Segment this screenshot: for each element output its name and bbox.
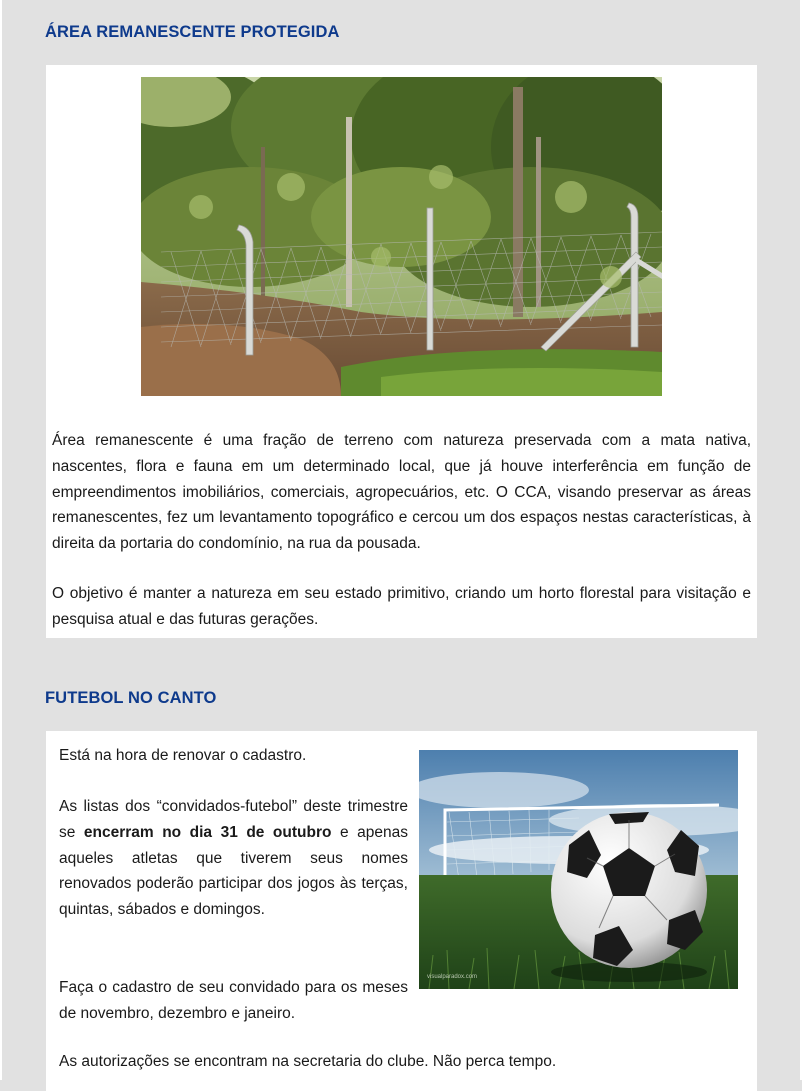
futebol-registration-paragraph: Faça o cadastro de seu convidado para os meses de novembro, dezembro e janeiro. — [59, 979, 408, 1022]
futebol-lists-paragraph — [59, 794, 408, 923]
image-watermark: visualparadox.com — [427, 974, 478, 980]
section-title-area-remanescente: ÁREA REMANESCENTE PROTEGIDA — [45, 23, 340, 41]
page-edge-left — [0, 0, 2, 1080]
area-remanescente-objective: O objetivo é manter a natureza em seu estado primitivo, criando um horto florestal para visitação e pesquisa atual e das futuras gerações. — [52, 585, 751, 628]
futebol-deadline-highlight: encerram no dia 31 de outubro — [83, 823, 332, 841]
soccer-ball-photo — [419, 750, 738, 989]
section-title-futebol: FUTEBOL NO CANTO — [45, 689, 217, 707]
futebol-intro: Está na hora de renovar o cadastro. — [59, 747, 307, 764]
area-remanescente-card — [46, 65, 757, 638]
fenced-forest-photo — [141, 77, 662, 396]
futebol-card — [46, 731, 757, 1091]
area-remanescente-description: Área remanescente é uma fração de terreno com natureza preservada com a mata nativa, nascentes, flora e fauna em um determinado local, que já houve interferência em função de empreendimentos imobiliários, comerciais, agropecuários, etc. O CCA, visando preservar as áreas remanescentes, fez um levantamento topográfico e cercou um dos espaços nestas características, à direita da portaria do condomínio, na rua da pousada. — [52, 432, 751, 553]
futebol-lists-text-before: As listas dos “convidados-futebol” deste trimestre se — [59, 798, 408, 841]
futebol-authorizations-paragraph: As autorizações se encontram na secretaria do clube. Não perca tempo. — [59, 1053, 557, 1070]
futebol-lists-text-after: e apenas aqueles atletas que tiverem seus nomes renovados poderão participar dos jogos às terças, quintas, sábados e domingos. — [59, 823, 408, 919]
